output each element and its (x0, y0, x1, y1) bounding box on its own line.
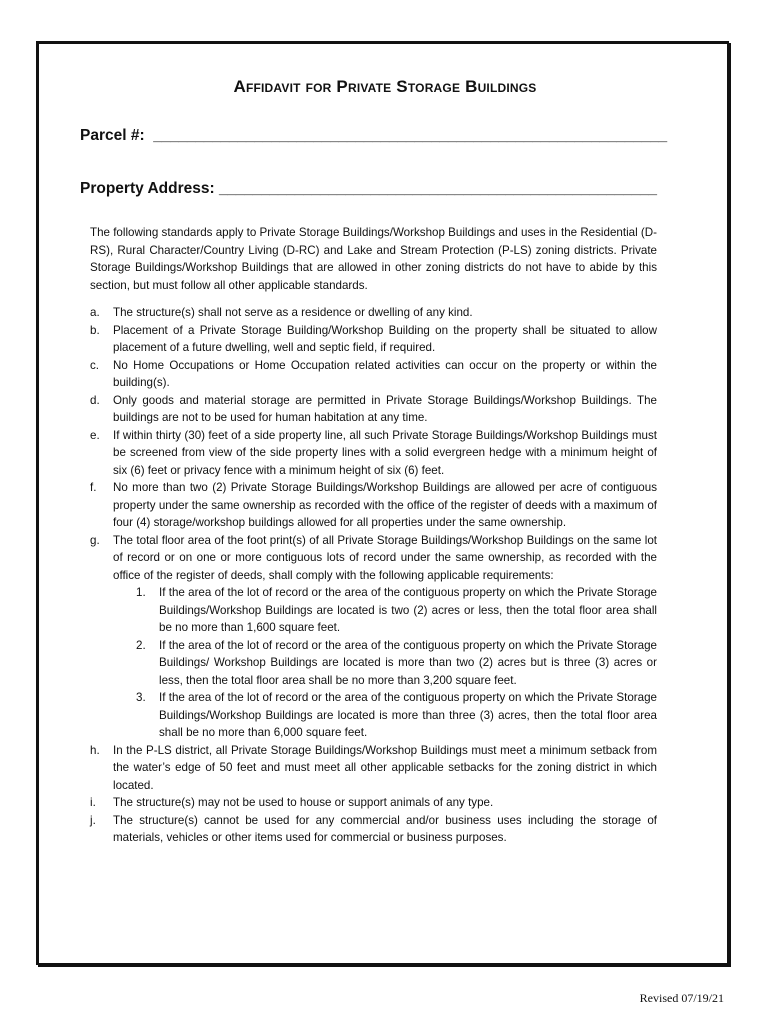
list-item (90, 742, 657, 795)
list-item (90, 812, 657, 847)
list-item (90, 427, 657, 480)
list-item-text: No Home Occupations or Home Occupation related activities can occur on the property or within the building(s). (113, 358, 657, 389)
list-item-text: No more than two (2) Private Storage Buildings/Workshop Buildings are allowed per acre of contiguous property under the same ownership as recorded with the office of the register of deeds with a maximum of four (4) storage/workshop buildings allowed for all properties under the same ownership. (113, 481, 657, 529)
list-item (90, 357, 657, 392)
property-address-label: Property Address: (80, 180, 215, 197)
floor-area-requirements-list (113, 584, 657, 742)
sub-list-item (113, 637, 657, 690)
list-marker: i. (90, 796, 96, 809)
list-item-text: The structure(s) cannot be used for any commercial and/or business uses including the storage of materials, vehicles or other items used for commercial or business purposes. (113, 813, 657, 844)
sub-list-marker: 1. (136, 586, 146, 599)
parcel-label: Parcel #: (80, 127, 145, 144)
parcel-field (80, 127, 667, 145)
list-marker: d. (90, 393, 100, 407)
page-title: Affidavit for Private Storage Buildings (233, 77, 537, 96)
sub-list-item-text: If the area of the lot of record or the area of the contiguous property on which the Private Storage Buildings/Workshop Buildings are located is two (2) acres or less, then the total floor area shall be no more than 1,600 square feet. (159, 586, 657, 634)
sub-list-item (113, 689, 657, 742)
document-body (90, 224, 657, 847)
list-marker: j. (90, 813, 96, 827)
list-marker: e. (90, 428, 100, 442)
property-address-field (80, 180, 657, 198)
sub-list-marker: 2. (136, 638, 146, 652)
sub-list-item-text: If the area of the lot of record or the area of the contiguous property on which the Private Storage Buildings/Workshop Buildings are located is more than three (3) acres, then the total floor area shall be no more than 6,000 square feet. (159, 691, 657, 739)
list-item (90, 532, 657, 742)
list-item-text: The total floor area of the foot print(s) of all Private Storage Buildings/Workshop Buildings on the same lot of record or on one or more contiguous lots of record under the same ownership, as recorded with the office of the register of deeds, shall comply with the following applicable requirements: (113, 533, 657, 582)
intro-paragraph: The following standards apply to Private Storage Buildings/Workshop Buildings and uses in the Residential (D-RS), Rural Character/Country Living (D-RC) and Lake and Stream Protection (P-LS) zoning districts. Private Storage Buildings/Workshop Buildings that are allowed in other zoning districts do not have to abide by this section, but must follow all other applicable standards. (90, 226, 657, 292)
list-marker: h. (90, 743, 100, 757)
list-item (90, 322, 657, 357)
list-marker: g. (90, 533, 100, 547)
list-item-text: Only goods and material storage are permitted in Private Storage Buildings/Workshop Buildings. The buildings are not to be used for human habitation at any time. (113, 393, 657, 424)
list-marker: f. (90, 481, 97, 494)
list-item (90, 304, 657, 322)
list-item (90, 794, 657, 812)
list-item-text: The structure(s) shall not serve as a residence or dwelling of any kind. (113, 306, 473, 319)
property-address-input-line[interactable]: ____________________________________________________ (218, 180, 657, 197)
list-item-text: If within thirty (30) feet of a side property line, all such Private Storage Buildings/Workshop Buildings must be screened from view of the side property lines with a solid evergreen hedge with a minimum height of six (6) feet or privacy fence with a minimum height of six (6) feet. (113, 428, 657, 477)
list-item-text: The structure(s) may not be used to house or support animals of any type. (113, 796, 494, 809)
list-item-text: Placement of a Private Storage Building/Workshop Building on the property shall be situated to allow placement of a future dwelling, well and septic field, if required. (113, 323, 657, 354)
sub-list-marker: 3. (136, 691, 146, 704)
list-marker: b. (90, 323, 100, 337)
list-item (90, 392, 657, 427)
sub-list-item-text: If the area of the lot of record or the area of the contiguous property on which the Private Storage Buildings/ Workshop Buildings are located is more than two (2) acres but is three (3) acres or less, then the total floor area shall be no more than 3,200 square feet. (159, 638, 657, 687)
list-marker: c. (90, 358, 100, 372)
parcel-input-line[interactable]: _____________________________________________________________ (153, 127, 667, 144)
sub-list-item (113, 584, 657, 637)
list-marker: a. (90, 306, 100, 319)
list-item (90, 479, 657, 532)
revision-date: Revised 07/19/21 (639, 991, 724, 1005)
standards-list (90, 304, 657, 847)
list-item-text: In the P-LS district, all Private Storage Buildings/Workshop Buildings must meet a minimum setback from the water’s edge of 50 feet and must meet all other applicable setbacks for the zoning district in which located. (113, 743, 657, 792)
